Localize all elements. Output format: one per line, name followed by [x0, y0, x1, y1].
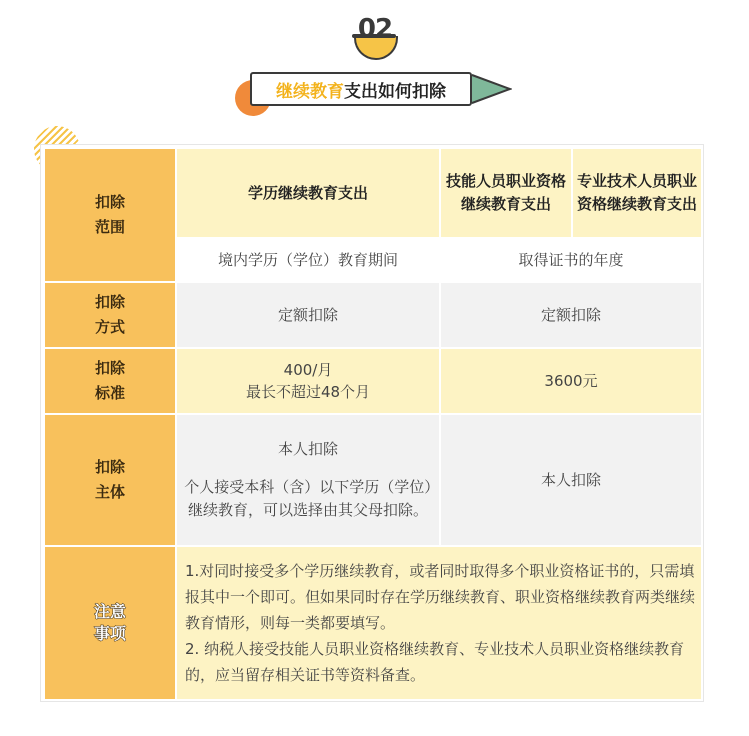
row-label-subject: 扣除主体	[45, 415, 175, 545]
standard-monthly: 400/月	[283, 361, 333, 379]
col-header-skill: 技能人员职业资格继续教育支出	[441, 149, 571, 237]
row-label-scope: 扣除范围	[45, 149, 175, 281]
note-1: 1.对同时接受多个学历继续教育，或者同时取得多个职业资格证书的，只需填报其中一个即可。但如果同时存在学历继续教育、职业资格继续教育两类继续教育情形，则每一类都要填写。	[185, 562, 696, 632]
note-2: 2. 纳税人接受技能人员职业资格继续教育、专业技术人员职业资格继续教育的，应当留存相关证书等资料备查。	[185, 640, 685, 684]
row-label-standard: 扣除标准	[45, 349, 175, 413]
row-label-method: 扣除方式	[45, 283, 175, 347]
subject-parents-option: 个人接受本科（含）以下学历（学位）继续教育，可以选择由其父母扣除。	[184, 478, 432, 519]
standard-max-months: 最长不超过48个月	[245, 383, 371, 401]
row-label-notes: 注意事项	[45, 547, 175, 699]
cell-subject-certificate: 本人扣除	[441, 415, 701, 545]
cell-scope-academic: 境内学历（学位）教育期间	[177, 239, 439, 281]
section-number-badge	[352, 14, 398, 62]
title-rest: 支出如何扣除	[344, 81, 446, 102]
arrow-outline-icon	[472, 74, 512, 104]
col-header-professional: 专业技术人员职业资格继续教育支出	[573, 149, 701, 237]
section-number: 02	[357, 14, 393, 44]
subject-self: 本人扣除	[277, 440, 338, 458]
col-header-academic: 学历继续教育支出	[177, 149, 439, 237]
deduction-table	[40, 144, 704, 702]
cell-standard-academic	[177, 349, 439, 413]
title-highlight: 继续教育	[276, 81, 344, 102]
cell-scope-certificate: 取得证书的年度	[441, 239, 701, 281]
section-title	[250, 72, 472, 106]
cell-method-certificate: 定额扣除	[441, 283, 701, 347]
cell-notes	[177, 547, 701, 699]
cell-subject-academic	[177, 415, 439, 545]
cell-method-academic: 定额扣除	[177, 283, 439, 347]
cell-standard-certificate: 3600元	[441, 349, 701, 413]
